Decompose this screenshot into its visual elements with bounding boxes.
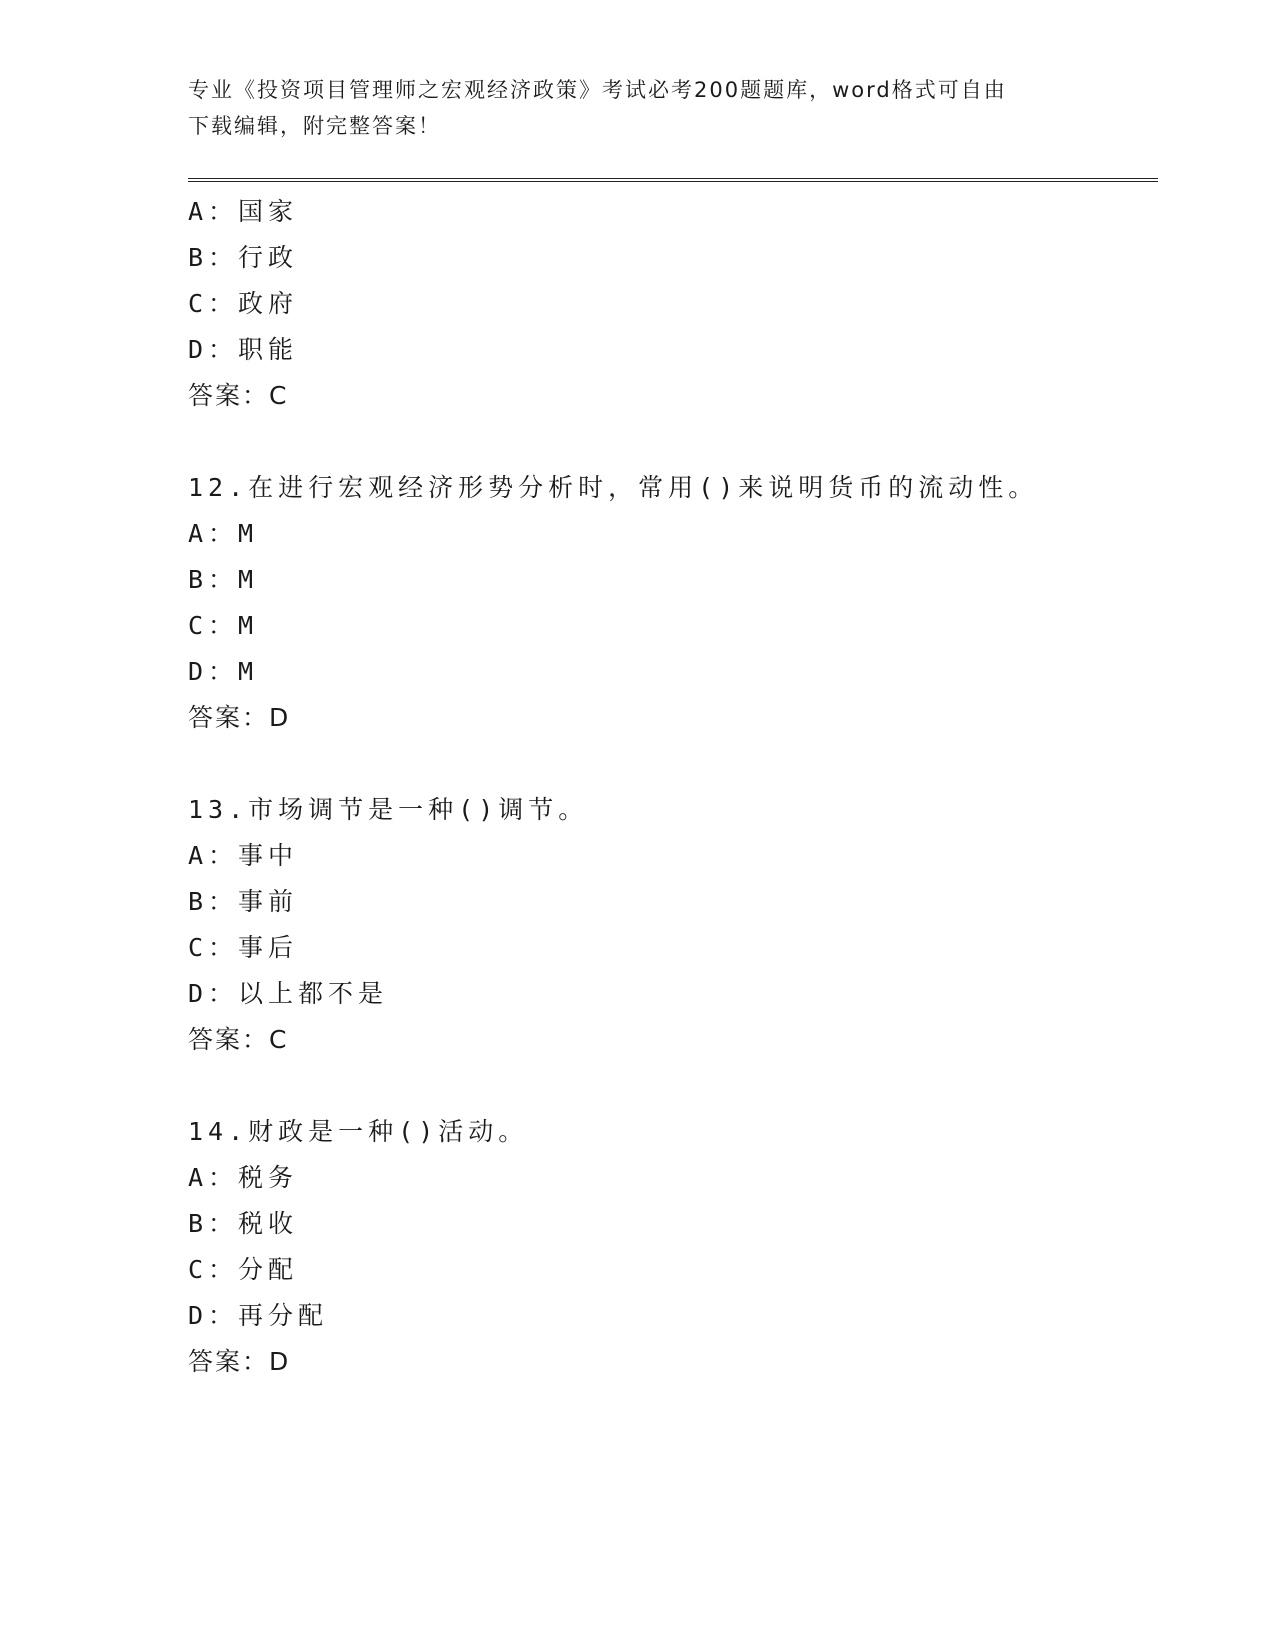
answer-line: 答案：C [188,381,289,410]
answer-line: 答案：D [188,1347,291,1376]
question-11-partial [188,189,1158,419]
option-d: D：以上都不是 [188,979,389,1008]
option-d: D：再分配 [188,1301,329,1330]
option-c: C：分配 [188,1255,299,1284]
option-d: D：M [188,657,259,686]
option-a: A：国家 [188,197,299,226]
document-header [188,72,1088,144]
option-a: A：M [188,519,259,548]
option-b: B：税收 [188,1209,299,1238]
question-stem: 14.财政是一种()活动。 [188,1117,529,1146]
question-stem: 12.在进行宏观经济形势分析时，常用()来说明货币的流动性。 [188,473,1039,502]
question-12 [188,465,1158,741]
header-divider [188,178,1158,182]
option-a: A：事中 [188,841,299,870]
question-13 [188,787,1158,1063]
question-stem: 13.市场调节是一种()调节。 [188,795,589,824]
question-14 [188,1109,1158,1385]
option-c: C：政府 [188,289,299,318]
option-b: B：事前 [188,887,299,916]
header-line-1: 专业《投资项目管理师之宏观经济政策》考试必考200题题库，word格式可自由 [188,78,1007,102]
question-list [188,189,1158,1431]
option-b: B：M [188,565,259,594]
answer-line: 答案：C [188,1025,289,1054]
option-d: D：职能 [188,335,299,364]
option-c: C：M [188,611,259,640]
option-a: A：税务 [188,1163,299,1192]
option-c: C：事后 [188,933,299,962]
header-line-2: 下载编辑，附完整答案！ [188,114,441,138]
option-b: B：行政 [188,243,299,272]
answer-line: 答案：D [188,703,291,732]
